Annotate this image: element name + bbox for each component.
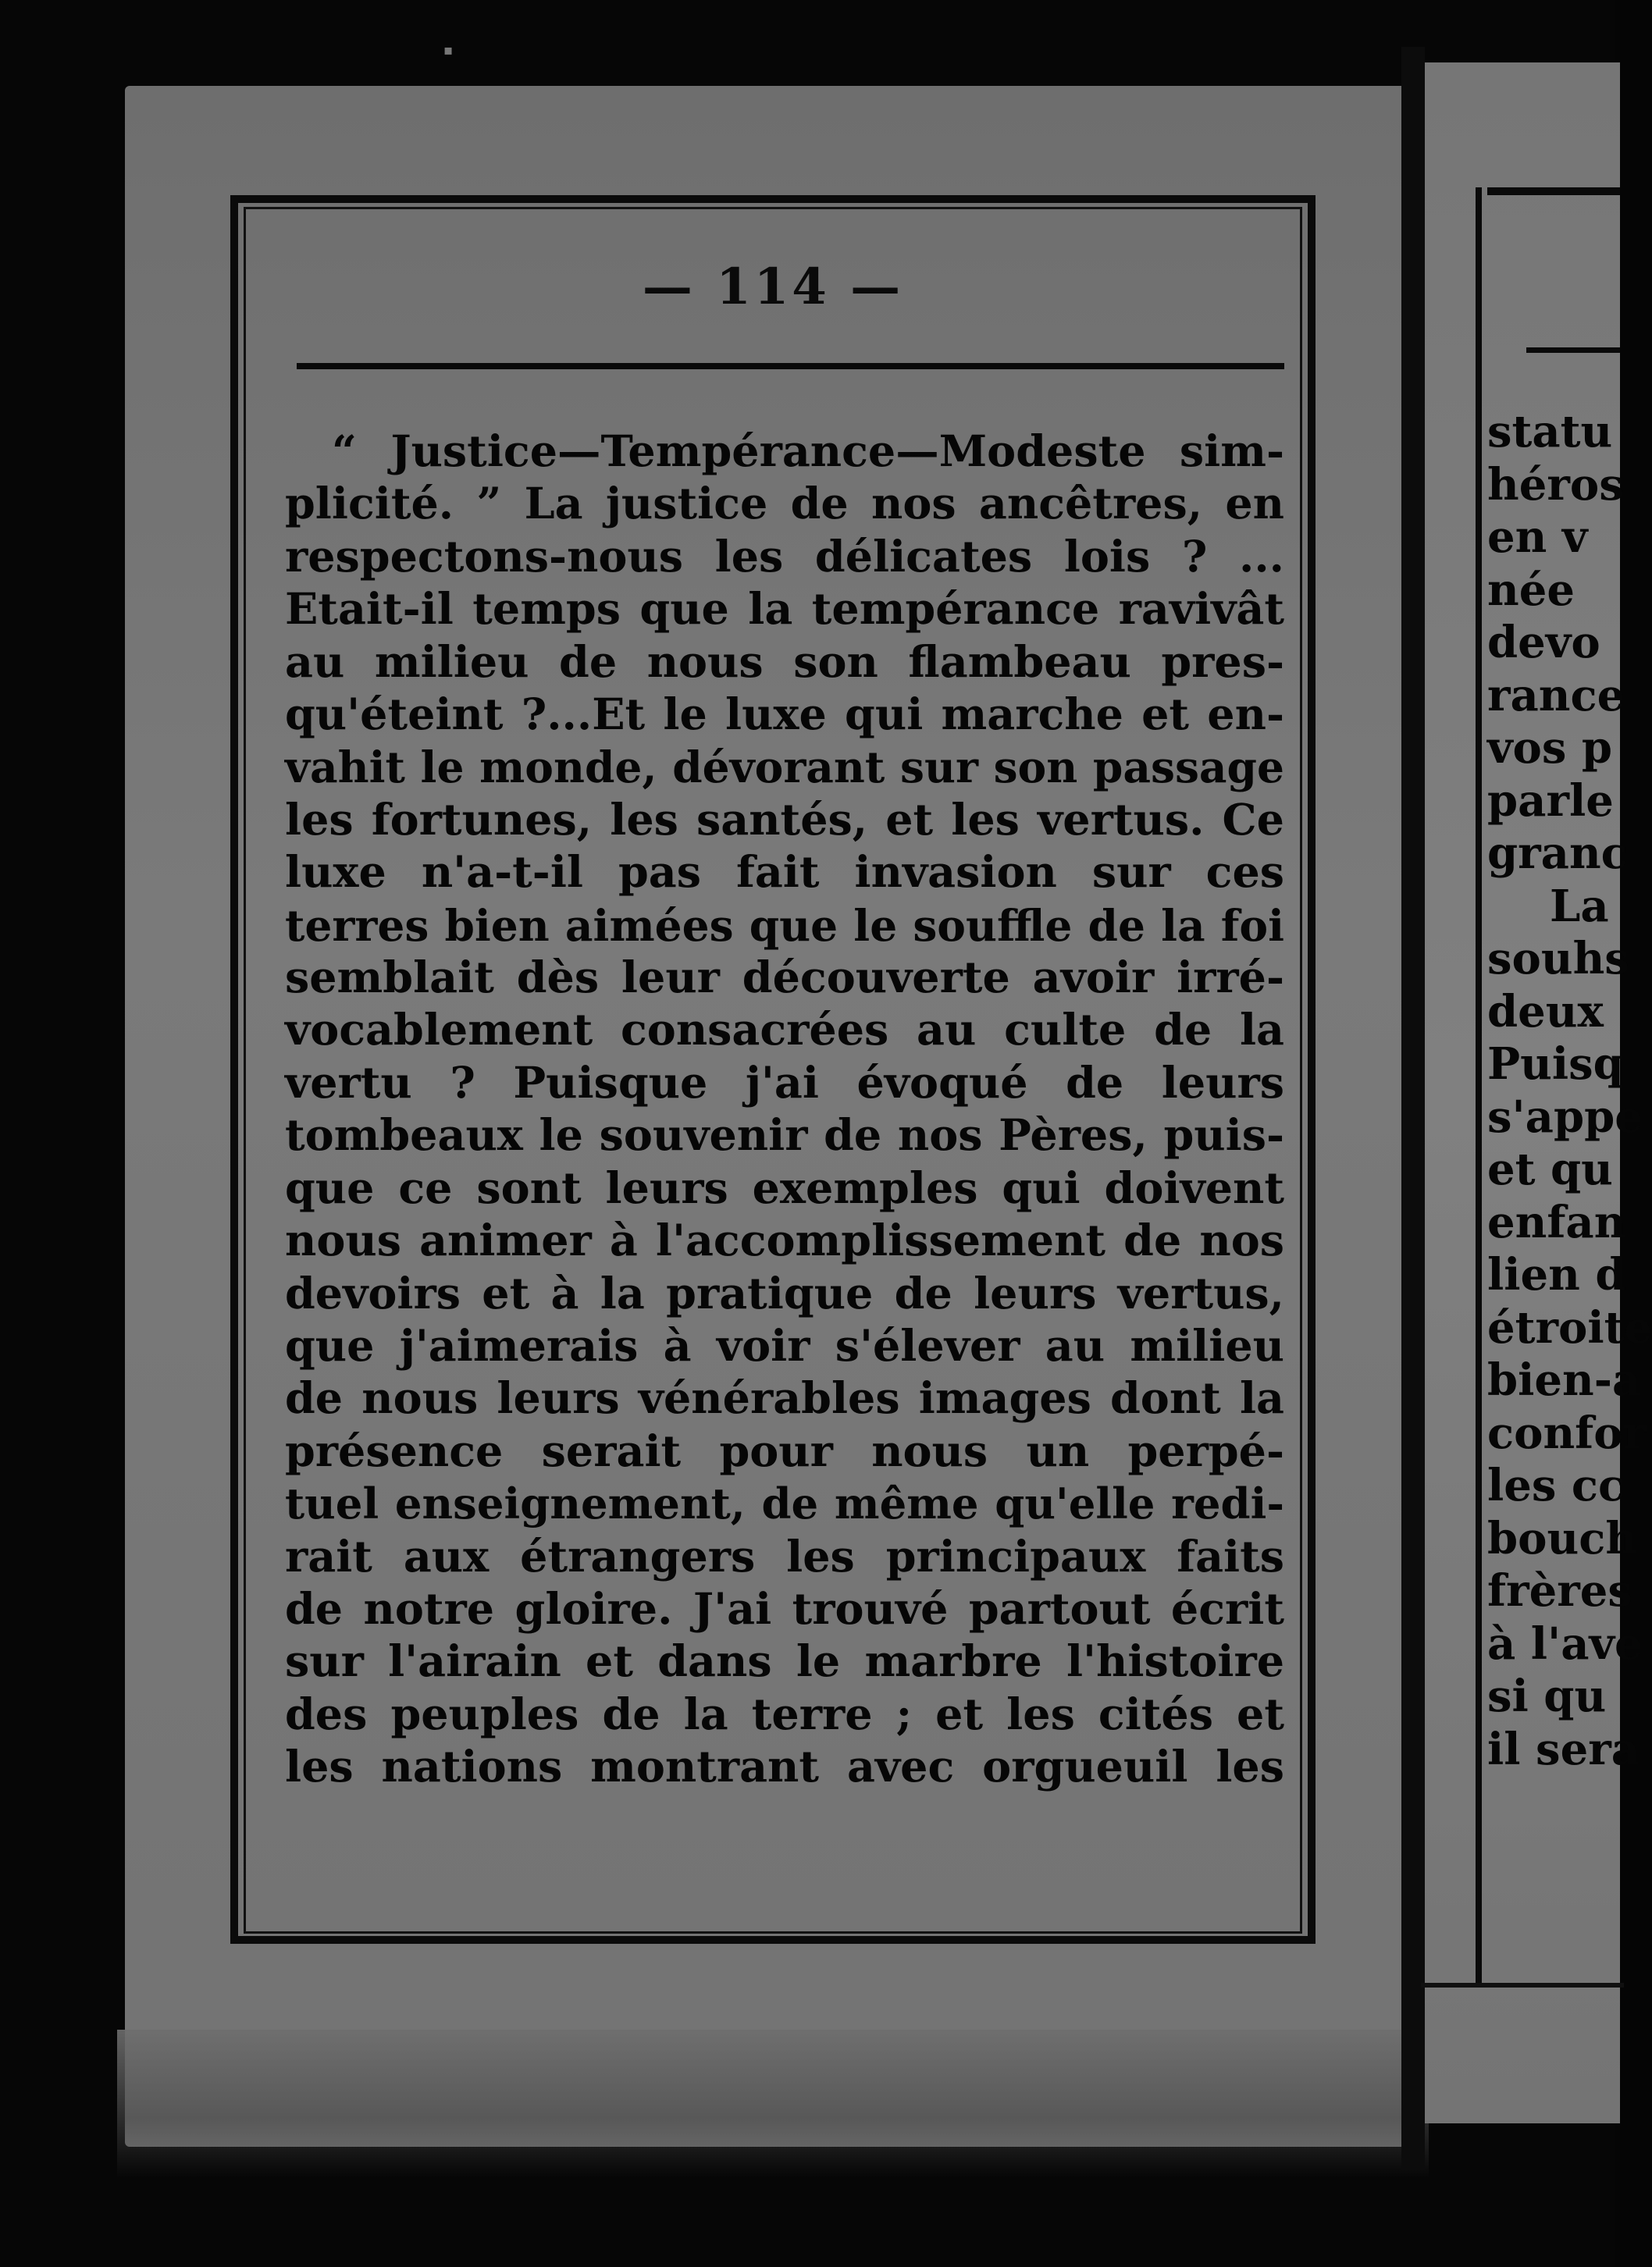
- right-text-fragment: granc: [1487, 827, 1628, 879]
- page-body-text: [285, 425, 1284, 1794]
- text-line: tuel enseignement, de même qu'elle redi-: [285, 1479, 1284, 1529]
- text-line: semblait dès leur découverte avoir irré-: [285, 952, 1284, 1004]
- text-line: des peuples de la terre ; et les cités et: [285, 1689, 1284, 1740]
- right-text-fragment: s'appe: [1487, 1091, 1643, 1143]
- book-gutter: [1401, 47, 1425, 2170]
- right-text-fragment: héros: [1487, 458, 1624, 511]
- right-text-fragment: bien-a: [1487, 1354, 1641, 1406]
- text-line: de notre gloire. J'ai trouvé partout écrit: [285, 1583, 1284, 1635]
- right-page-frame-top: [1487, 187, 1620, 195]
- text-line: qu'éteint ?...Et le luxe qui marche et en-: [285, 689, 1284, 741]
- right-text-fragment: statu: [1487, 406, 1613, 457]
- right-page-header-rule: [1526, 347, 1620, 353]
- header-rule: [297, 363, 1284, 369]
- right-text-fragment: frères: [1487, 1565, 1632, 1617]
- text-line: au milieu de nous son flambeau pres-: [285, 636, 1284, 688]
- right-text-fragment: lien d: [1487, 1249, 1626, 1301]
- right-text-fragment: Puisq: [1487, 1038, 1624, 1090]
- text-line: les nations montrant avec orgueuil les: [285, 1742, 1284, 1793]
- text-line: les fortunes, les santés, et les vertus. Ce: [285, 794, 1284, 845]
- text-line: vahit le monde, dévorant sur son passage: [285, 742, 1284, 793]
- right-text-fragment: étroite: [1487, 1301, 1652, 1354]
- right-text-fragment: née: [1487, 564, 1575, 616]
- right-page-text-fragment: [1487, 406, 1652, 1776]
- right-text-fragment: devo: [1487, 617, 1600, 668]
- text-line: que j'aimerais à voir s'élever au milieu: [285, 1320, 1284, 1372]
- text-line: présence serait pour nous un perpé-: [285, 1425, 1284, 1477]
- right-text-fragment: rance: [1487, 669, 1625, 721]
- page-number: — 114 —: [642, 258, 904, 316]
- right-text-fragment: deux: [1487, 985, 1604, 1037]
- right-text-fragment: souhs: [1487, 933, 1629, 984]
- right-text-fragment: en v: [1487, 511, 1588, 563]
- text-line: respectons-nous les délicates lois ? ...: [285, 531, 1284, 582]
- right-page-bottom-rule: [1421, 1983, 1624, 1988]
- text-line: “ Justice—Tempérance—Modeste sim-: [332, 426, 1284, 477]
- text-line: de nous leurs vénérables images dont la: [285, 1373, 1284, 1425]
- text-line: Etait-il temps que la tempérance ravivât: [285, 584, 1284, 635]
- text-line: que ce sont leurs exemples qui doivent: [285, 1162, 1284, 1214]
- text-line: devoirs et à la pratique de leurs vertus,: [285, 1268, 1284, 1319]
- text-line: nous animer à l'accomplissement de nos: [285, 1215, 1284, 1267]
- text-line: plicité. ” La justice de nos ancêtres, en: [285, 479, 1284, 530]
- text-line: sur l'airain et dans le marbre l'histoire: [285, 1636, 1284, 1688]
- right-text-fragment: à l'ave: [1487, 1618, 1643, 1670]
- right-text-fragment: les cc: [1487, 1460, 1625, 1511]
- right-text-fragment: enfan: [1487, 1196, 1626, 1248]
- right-text-fragment: parle: [1487, 774, 1614, 827]
- text-line: luxe n'a-t-il pas fait invasion sur ces: [285, 847, 1284, 899]
- right-text-fragment: et qu: [1487, 1144, 1613, 1195]
- scan-speck: ▪: [443, 42, 454, 59]
- right-text-fragment: il sera: [1487, 1723, 1640, 1775]
- right-text-fragment: si qu: [1487, 1671, 1607, 1722]
- right-text-fragment: La: [1550, 880, 1609, 932]
- text-line: vertu ? Puisque j'ai évoqué de leurs: [285, 1057, 1284, 1109]
- right-text-fragment: confor: [1487, 1407, 1647, 1459]
- right-text-fragment: bouch: [1487, 1512, 1638, 1564]
- right-page-frame-left: [1476, 187, 1482, 1983]
- text-line: terres bien aimées que le souffle de la foi: [285, 899, 1284, 951]
- left-page-bottom-edge: [117, 2030, 1429, 2178]
- text-line: vocablement consacrées au culte de la: [285, 1005, 1284, 1056]
- text-line: tombeaux le souvenir de nos Pères, puis-: [285, 1110, 1284, 1162]
- right-text-fragment: vos p: [1487, 722, 1613, 774]
- text-line: rait aux étrangers les principaux faits: [285, 1531, 1284, 1582]
